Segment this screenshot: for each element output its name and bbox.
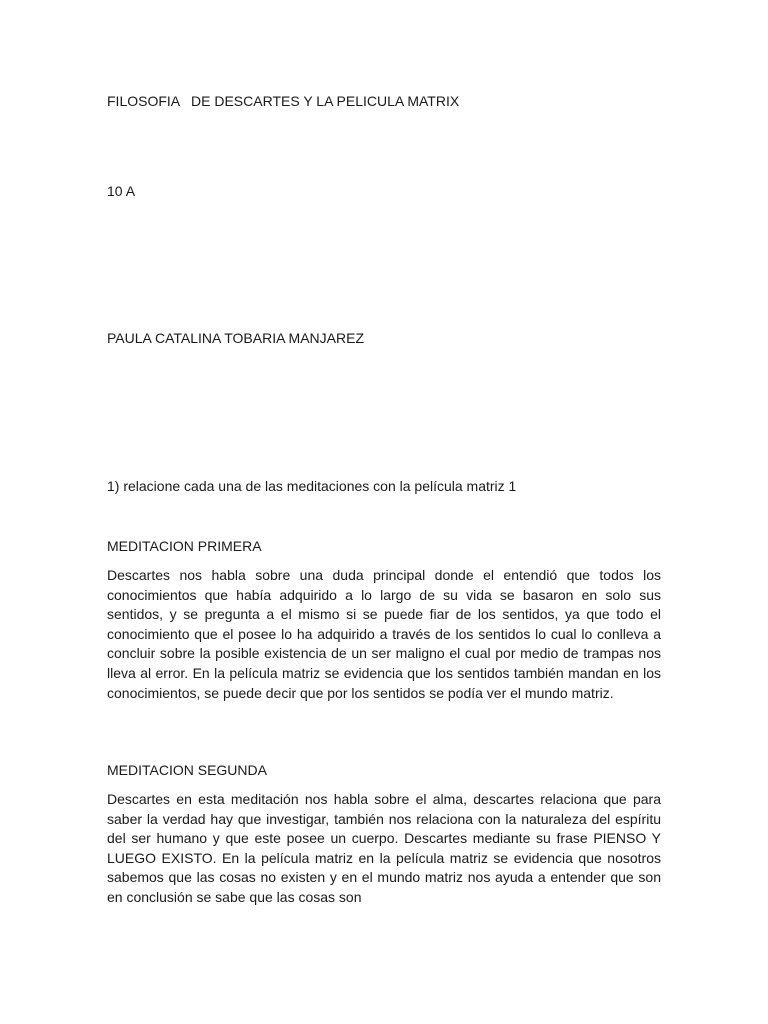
- section-heading-primera: MEDITACION PRIMERA: [107, 538, 262, 554]
- grade-label: 10 A: [107, 183, 136, 199]
- document-title: FILOSOFIA DE DESCARTES Y LA PELICULA MATRIX: [107, 93, 460, 109]
- author-name: PAULA CATALINA TOBARIA MANJAREZ: [107, 330, 365, 346]
- section-body-segunda: Descartes en esta meditación nos habla sobre el alma, descartes relaciona que para saber la verdad hay que investigar, también nos relaciona con la naturaleza del espíritu del ser humano y que este posee un cuerpo. Descartes mediante su frase PIENSO Y LUEGO EXISTO. En la película matriz en la película matriz se evidencia que nosotros sabemos que las cosas no existen y en el mundo matriz nos ayuda a entender que son en conclusión se sabe que las cosas son: [107, 791, 661, 905]
- section-heading-segunda: MEDITACION SEGUNDA: [107, 762, 267, 778]
- question-text: 1) relacione cada una de las meditaciones con la película matriz 1: [107, 478, 517, 494]
- section-body-primera: Descartes nos habla sobre una duda principal donde el entendió que todos los conocimientos que había adquirido a lo largo de su vida se basaron en solo sus sentidos, y se pregunta a el mismo si se puede fiar de los sentidos, ya que todo el conocimiento que el posee lo ha adquirido a través de los sentidos lo cual lo conlleva a concluir sobre la posible existencia de un ser maligno el cual por medio de trampas nos lleva al error. En la película matriz se evidencia que los sentidos también mandan en los conocimientos, se puede decir que por los sentidos se podía ver el mundo matriz.: [107, 567, 661, 701]
